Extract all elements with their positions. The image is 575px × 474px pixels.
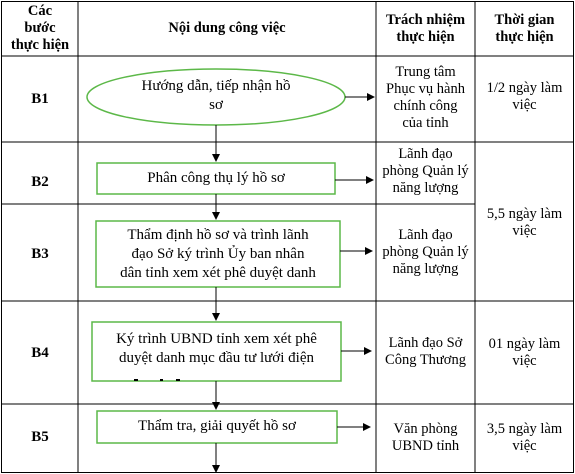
- header-responsibility-line: Trách nhiệm: [385, 12, 466, 28]
- task-line: đạo Sở ký trình Ủy ban nhân: [131, 246, 305, 262]
- responsible-line: UBND tỉnh: [391, 438, 460, 454]
- time-line: việc: [512, 353, 537, 369]
- header-time-line: Thời gian: [494, 12, 555, 28]
- responsible-b4: [376, 335, 475, 369]
- responsible-line: Lãnh đạo: [398, 227, 453, 243]
- header-steps-line: thực hiện: [10, 37, 70, 53]
- time-line: việc: [512, 438, 537, 454]
- header-time: [475, 12, 574, 46]
- time-line: 3,5 ngày làm: [486, 421, 563, 437]
- responsible-line: của tỉnh: [402, 115, 449, 131]
- header-content: Nội dung công việc: [168, 20, 286, 36]
- responsible-line: Văn phòng: [393, 421, 458, 437]
- responsible-line: Lãnh đạo Sở: [388, 335, 463, 351]
- responsible-line: Công Thương: [385, 352, 466, 368]
- responsible-line: phòng Quản lý: [382, 163, 469, 179]
- time-b5: [475, 421, 574, 455]
- responsible-b1: [376, 64, 475, 132]
- responsible-line: Lãnh đạo: [398, 146, 453, 162]
- time-line: 5,5 ngày làm: [486, 206, 563, 222]
- task-line: Phân công thụ lý hồ sơ: [147, 170, 285, 186]
- step-label-b3: B3: [31, 246, 49, 262]
- task-line: Hướng dẫn, tiếp nhận hồ: [141, 78, 291, 94]
- step-label-b1: B1: [31, 91, 49, 107]
- header-steps-line: Các: [27, 3, 53, 19]
- responsible-line: phòng Quản lý: [382, 244, 469, 260]
- header-steps-line: bước: [24, 20, 56, 36]
- header-steps: [2, 3, 78, 54]
- task-line: Thẩm định hồ sơ và trình lãnh: [127, 227, 309, 243]
- task-b5: [97, 417, 337, 436]
- header-time-line: thực hiện: [495, 29, 554, 45]
- responsible-line: chính công: [393, 98, 458, 114]
- task-line: duyệt danh mục đầu tư lưới điện: [119, 350, 314, 366]
- time-b4: [475, 336, 574, 370]
- responsible-line: Trung tâm: [395, 64, 456, 80]
- responsible-b3: [376, 227, 475, 278]
- task-line: Thẩm tra, giải quyết hồ sơ: [138, 418, 296, 434]
- task-line: sơ: [209, 97, 223, 113]
- step-label-b2: B2: [31, 174, 49, 190]
- step-label-b4: B4: [31, 345, 49, 361]
- responsible-line: năng lượng: [392, 180, 459, 196]
- time-line: việc: [512, 97, 537, 113]
- time-line: việc: [512, 223, 537, 239]
- task-b2: [97, 169, 335, 188]
- time-line: 1/2 ngày làm: [486, 80, 563, 96]
- responsible-line: Phục vụ hành: [386, 81, 465, 97]
- responsible-line: năng lượng: [392, 261, 459, 277]
- time-b1: [475, 80, 574, 114]
- time-b2-b3: [475, 206, 574, 240]
- header-responsibility: [376, 12, 475, 46]
- header-responsibility-line: thực hiện: [396, 29, 455, 45]
- task-b3: [96, 226, 340, 286]
- task-b1: [110, 77, 322, 115]
- time-line: 01 ngày làm: [488, 336, 561, 352]
- step-label-b5: B5: [31, 429, 49, 445]
- task-line: Ký trình UBND tỉnh xem xét phê: [116, 331, 317, 347]
- task-b4: [92, 330, 341, 374]
- task-line: dân tỉnh xem xét phê duyệt danh: [120, 265, 316, 281]
- responsible-b5: [376, 421, 475, 455]
- responsible-b2: [376, 146, 475, 197]
